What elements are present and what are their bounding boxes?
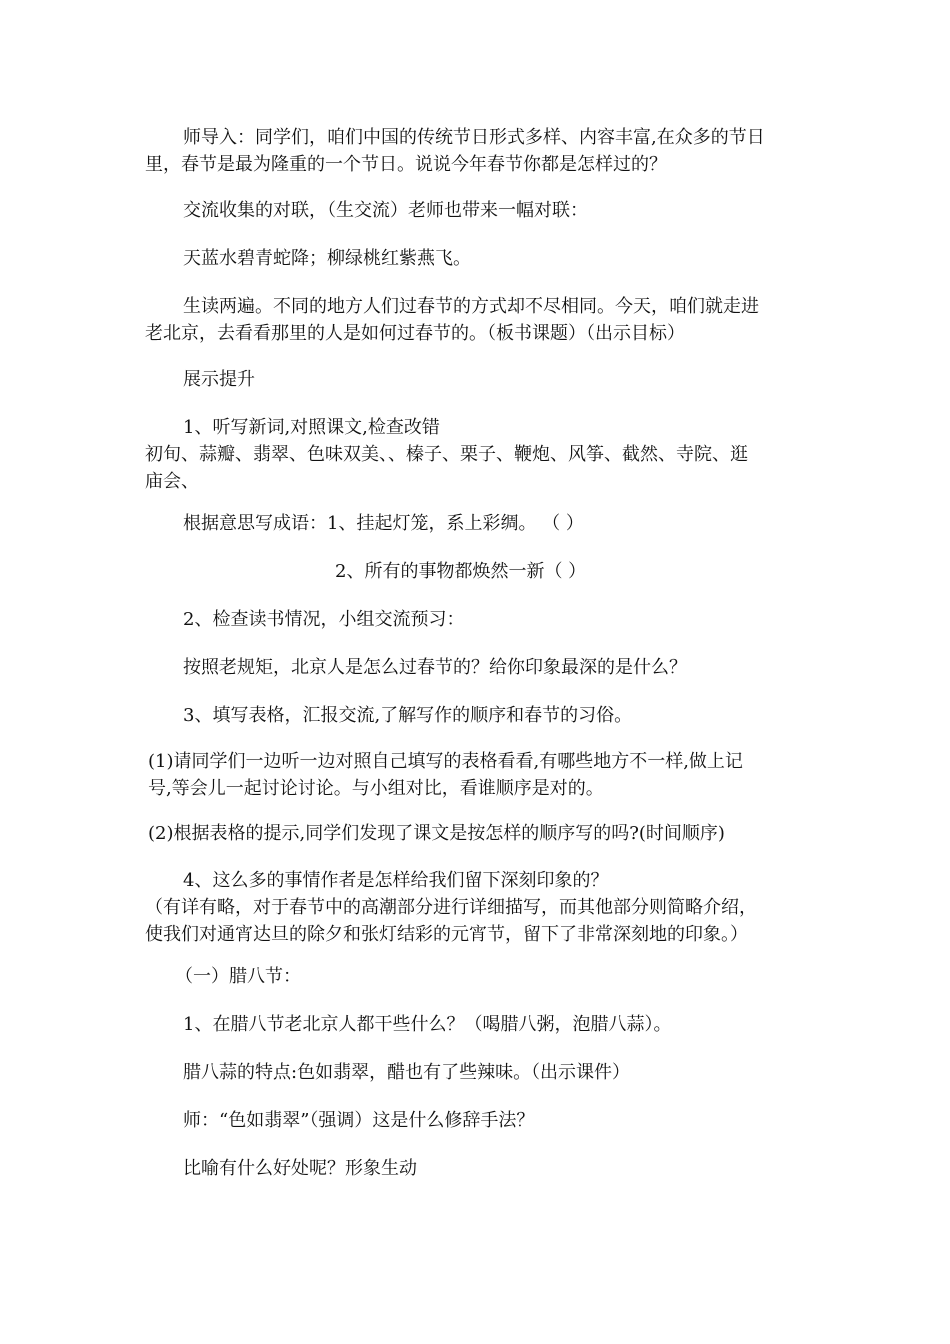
text-line: （有详有略，对于春节中的高潮部分进行详细描写，而其他部分则简略介绍，: [145, 897, 757, 918]
paragraph-rhetoric-question: 师：“色如翡翠”（强调）这是什么修辞手法？: [183, 1110, 535, 1131]
text-line: 号,等会儿一起讨论讨论。与小组对比，看谁顺序是对的。: [148, 778, 604, 799]
paragraph-idiom-1: 根据意思写成语：1、挂起灯笼，系上彩绸。 （ ）: [183, 513, 584, 534]
paragraph-question: 按照老规矩，北京人是怎么过春节的？给你印象最深的是什么？: [183, 657, 687, 678]
paragraph-idiom-2: 2、所有的事物都焕然一新（ ）: [335, 561, 587, 582]
text-line: 1、听写新词,对照课文,检查改错: [183, 417, 440, 438]
paragraph-intro: [145, 124, 807, 178]
text-line: 4、这么多的事情作者是怎样给我们留下深刻印象的？: [183, 870, 609, 891]
paragraph-couplet: 天蓝水碧青蛇降；柳绿桃红紫燕飞。: [183, 248, 471, 269]
paragraph-laba-garlic: 腊八蒜的特点:色如翡翠，醋也有了些辣味。（出示课件）: [183, 1062, 631, 1083]
section-heading-laba: （一）腊八节：: [175, 966, 301, 987]
paragraph-fill-table: 3、填写表格，汇报交流,了解写作的顺序和春节的习俗。: [183, 705, 633, 726]
text-line: 使我们对通宵达旦的除夕和张灯结彩的元宵节，留下了非常深刻地的印象。）: [145, 924, 748, 945]
paragraph-metaphor: 比喻有什么好处呢？形象生动: [183, 1158, 417, 1179]
text-line: 老北京，去看看那里的人是如何过春节的。（板书课题）（出示目标）: [145, 323, 685, 344]
text-line: 庙会、: [145, 471, 199, 492]
text-line: 师导入：同学们，咱们中国的传统节日形式多样、内容丰富,在众多的节日: [183, 127, 765, 148]
paragraph-order: (2)根据表格的提示,同学们发现了课文是按怎样的顺序写的吗?(时间顺序): [148, 823, 725, 844]
paragraph-laba-activities: 1、在腊八节老北京人都干些什么？（喝腊八粥，泡腊八蒜）。: [183, 1014, 672, 1035]
paragraph-couplet-exchange: 交流收集的对联，（生交流）老师也带来一幅对联：: [183, 200, 588, 221]
paragraph-dictation: [145, 414, 807, 495]
text-line: 初旬、蒜瓣、翡翠、色味双美、、榛子、栗子、鞭炮、风筝、截然、寺院、逛: [145, 444, 748, 465]
paragraph-check-reading: 2、检查读书情况，小组交流预习：: [183, 609, 465, 630]
text-line: (1)请同学们一边听一边对照自己填写的表格看看,有哪些地方不一样,做上记: [148, 751, 743, 772]
section-heading-display: 展示提升: [183, 369, 255, 390]
paragraph-compare: [148, 748, 810, 802]
paragraph-reading: [145, 293, 807, 347]
text-line: 里，春节是最为隆重的一个节日。说说今年春节你都是怎样过的？: [145, 154, 667, 175]
paragraph-impression: [145, 867, 807, 948]
text-line: 生读两遍。不同的地方人们过春节的方式却不尽相同。今天，咱们就走进: [183, 296, 759, 317]
